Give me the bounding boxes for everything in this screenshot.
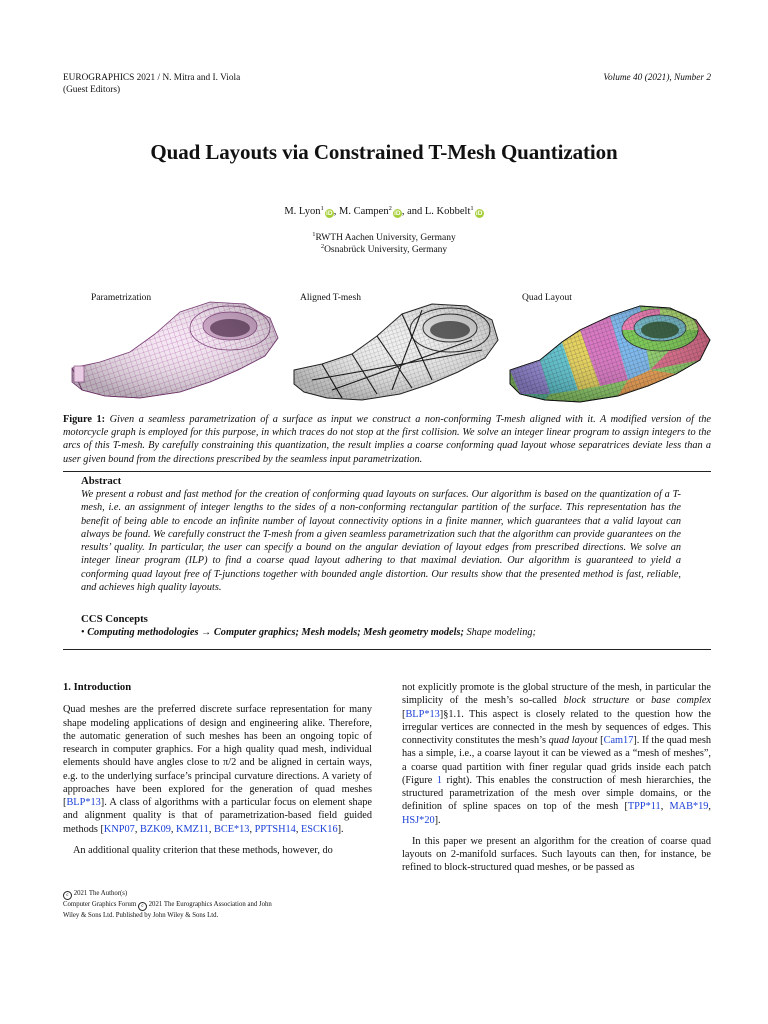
- rule-top: [63, 471, 711, 472]
- paper-title: Quad Layouts via Constrained T-Mesh Quantization: [150, 140, 618, 164]
- running-header-left: [63, 72, 240, 96]
- parametrization-render: [72, 302, 278, 398]
- copyright-footer: c 2021 The Author(s) Computer Graphics Forum c 2021 The Eurographics Association and John Wiley & Sons Ltd. Published by John Wiley & Sons Ltd.: [63, 890, 272, 919]
- pi-half: π/2: [223, 757, 237, 769]
- right-column: [402, 681, 711, 883]
- author-name: M. Lyon: [284, 206, 321, 217]
- author-name: M. Campen: [339, 206, 389, 217]
- ccs-bullet: •: [81, 627, 85, 638]
- teaser-figure: [60, 290, 720, 408]
- figure-panel-label-parametrization: Parametrization: [91, 293, 152, 303]
- aligned-tmesh-render: [294, 304, 498, 400]
- intro-paragraph-1: Quad meshes are the preferred discrete surface representation for many shape modeling applications of design and engineering alike. Therefore, the automatic generation of such meshes has been an ongoing topic of research in computer graphics. For a high quality quad mesh, individual elements should have angles close to π/2 and be aligned in certain ways, e.g. to the underlying surface’s principal curvature directions. A variety of approaches have been explored for the generation of quad meshes [BLP*13]. A class of algorithms with a particular focus on element shape and alignment quality is that of parametrization-based field guided methods [KNP07, BZK09, KMZ11, BCE*13, PPTSH14, ESCK16].: [63, 704, 372, 835]
- affiliation-2: $^2$Osnabrück University, Germany: [320, 243, 448, 255]
- citation-link[interactable]: HSJ*20: [402, 814, 435, 826]
- orcid-icon[interactable]: iD: [326, 210, 333, 217]
- author-affil-num: 1: [320, 205, 324, 212]
- citation-link[interactable]: PPTSH14: [254, 823, 296, 835]
- abstract-text: We present a robust and fast method for the creation of conforming quad layouts on surfaces. Our algorithm is based on the quantization of a T-mesh, i.e. an assignment of integer lengths to the sides of a non-conforming rectangular partition of the surface. This representation has the benefit of being able to encode an infinite number of layout connectivity options in a finite manner, which guarantees that a valid layout can always be found. We carefully construct the T-mesh from a given seamless parametrization such that the algorithm can provide guarantees on the results’ quality. In particular, the user can specify a bound on the angular deviation of layout edges from prescribed directions. We solve an integer linear program (ILP) to find a coarse quad layout adhering to that maximal deviation. Our algorithm is guaranteed to yield a conforming quad layout free of T-junctions together with bounded angle distortion. Our results show that the presented method is fast, reliable, and achieves high quality layouts.: [81, 489, 681, 594]
- figure-caption: [63, 413, 711, 466]
- author-separator: , and: [401, 206, 425, 217]
- quad-layout-render: [510, 306, 710, 402]
- orcid-icon[interactable]: iD: [475, 210, 483, 217]
- citation-link[interactable]: BLP*13: [66, 797, 101, 808]
- citation-link[interactable]: TPP*11: [627, 801, 661, 813]
- intro-paragraph-4: In this paper we present an algorithm for the creation of coarse quad layouts on 2-manifold surfaces. Such layouts can then, for instance, be refined to block-structured quad meshes, or be passed as: [402, 835, 711, 874]
- left-column: [63, 681, 372, 865]
- orcid-icon[interactable]: iD: [394, 210, 401, 217]
- citation-link[interactable]: BLP*13: [405, 708, 440, 720]
- figure-reference-link[interactable]: 1: [436, 774, 442, 786]
- author-affil-num: 2: [388, 205, 392, 212]
- intro-paragraph-3: not explicitly promote is the global structure of the mesh, in particular the simplicity of the mesh’s so-called block structure or base complex [BLP*13]§1.1. This aspect is closely related to the question how the irregular vertices are connected in the mesh by sequences of edges. This connectivity constitutes the mesh’s quad layout [Cam17]. If the quad mesh has a simple, i.e., a coarse layout it can be viewed as a “mesh of meshes”, a coarse quad partition with finer regular quad grids inside each patch (Figure 1 right). This enables the construction of mesh hierarchies, the structured parametrization of the mesh over simple domains, or the definition of spline spaces on top of the mesh [TPP*11, MAB*19, HSJ*20].: [402, 682, 711, 826]
- affiliation-1: $^1$RWTH Aachen University, Germany: [312, 231, 456, 243]
- author-list: [0, 206, 768, 218]
- ccs-shape-modeling: Shape modeling;: [466, 627, 536, 638]
- intro-paragraph-2: An additional quality criterion that these methods, however, do: [73, 844, 333, 856]
- citation-link[interactable]: KMZ11: [176, 823, 209, 835]
- figure-panel-label-aligned-tmesh: Aligned T-mesh: [300, 293, 361, 303]
- volume-line: Volume 40 (2021), Number 2: [603, 73, 711, 83]
- citation-link[interactable]: KNP07: [103, 823, 135, 835]
- figure-panel-label-quad-layout: Quad Layout: [522, 293, 572, 303]
- ccs-arrow: →: [201, 627, 212, 638]
- ccs-subcategories: Computer graphics; Mesh models; Mesh geometry models;: [213, 627, 464, 638]
- citation-link[interactable]: ESCK16: [300, 823, 338, 835]
- author-affil-num: 1: [470, 205, 474, 212]
- venue-line: EUROGRAPHICS 2021 / N. Mitra and I. Viola: [63, 73, 241, 83]
- citation-link[interactable]: Cam17: [603, 735, 634, 746]
- citation-link[interactable]: BZK09: [139, 823, 171, 835]
- abstract-heading: Abstract: [81, 475, 122, 487]
- copyright-icon: c: [138, 902, 147, 911]
- figure-caption-text: Given a seamless parametrization of a surface as input we construct a non-conforming T-mesh aligned with it. A modified version of the motorcycle graph is employed for this purpose, in which traces do not stop at the first collision. We solve an integer linear program to assign integers to the arcs of this T-mesh. By carefully constraining this quantization, the result implies a coarse conforming quad layout whose separatrices deviate less than a user given bound from the directions prescribed by the seamless input parametrization.: [63, 414, 712, 465]
- ccs-heading: CCS Concepts: [81, 613, 148, 625]
- copyright-icon: c: [63, 891, 72, 900]
- citation-link[interactable]: BCE*13: [213, 823, 250, 835]
- citation-link[interactable]: MAB*19: [669, 801, 709, 813]
- affiliations: [0, 232, 768, 256]
- editors-line: (Guest Editors): [63, 85, 121, 95]
- author-separator: ,: [333, 206, 340, 217]
- rule-bottom: [63, 649, 711, 650]
- ccs-category: Computing methodologies: [87, 627, 199, 638]
- section-heading-introduction: 1. Introduction: [63, 682, 132, 693]
- figure-caption-label: Figure 1:: [63, 414, 106, 425]
- author-name: L. Kobbelt: [424, 206, 471, 217]
- ccs-concepts: [81, 627, 701, 638]
